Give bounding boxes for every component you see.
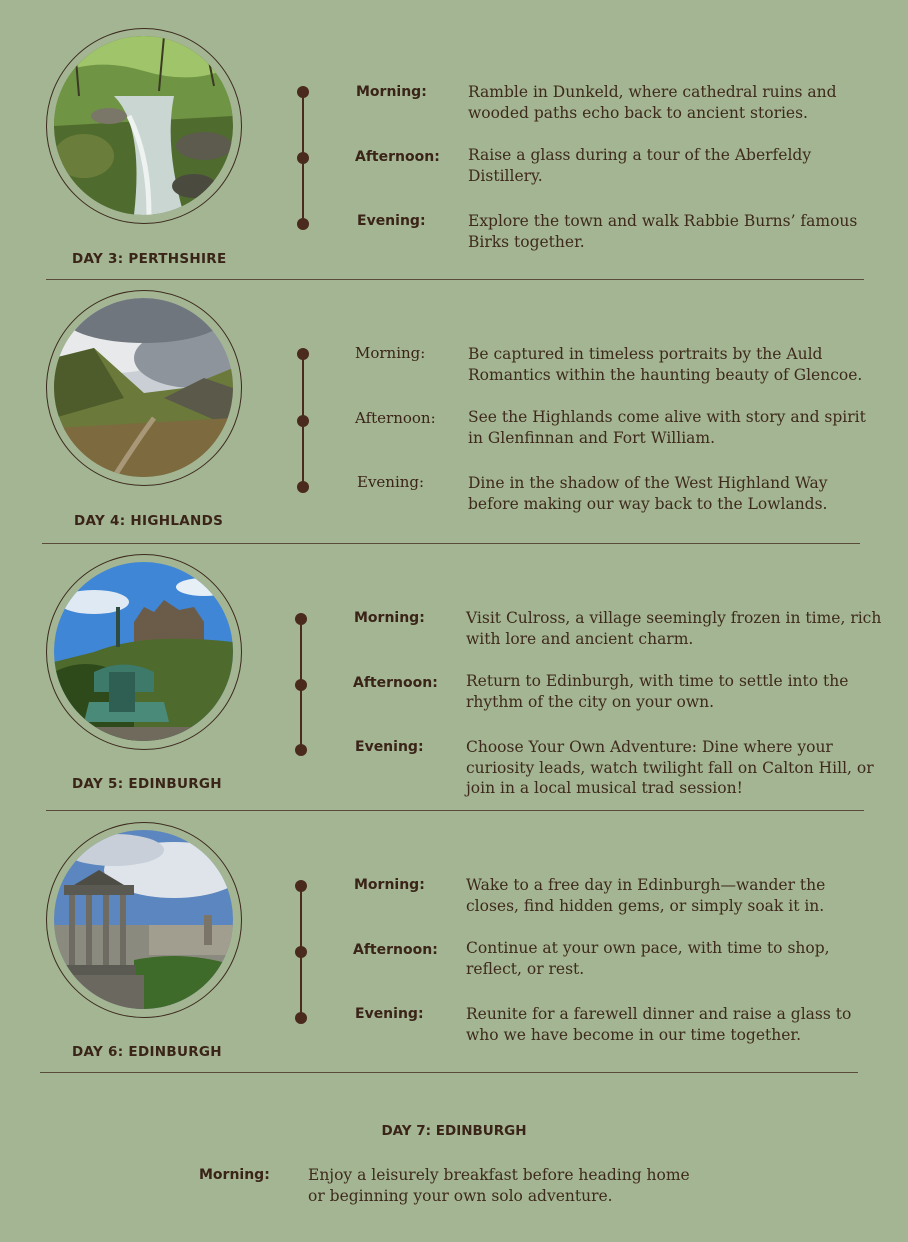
calton-hill-monument-photo <box>54 830 233 1009</box>
day-label: DAY 5: EDINBURGH <box>72 776 222 792</box>
evening-text: Choose Your Own Adventure: Dine where your curiosity leads, watch twilight fall on Calton Hill, or join in a local musical trad session! <box>466 738 874 797</box>
forest-stream-photo <box>54 36 233 215</box>
section-divider <box>42 543 860 544</box>
morning-text: Be captured in timeless portraits by the Auld Romantics within the haunting beauty of Glencoe. <box>468 345 863 384</box>
glencoe-valley-photo <box>54 298 233 477</box>
afternoon-label: Afternoon: <box>355 149 440 165</box>
day-label: DAY 6: EDINBURGH <box>72 1044 222 1060</box>
morning-label: Morning: <box>356 84 427 100</box>
photo-frame <box>46 28 242 224</box>
evening-text: Reunite for a farewell dinner and raise a glass to who we have become in our time together. <box>466 1005 852 1044</box>
morning-text: Wake to a free day in Edinburgh—wander the closes, find hidden gems, or simply soak it in. <box>466 876 826 915</box>
timeline-dot <box>295 880 307 892</box>
timeline-dot <box>295 613 307 625</box>
photo-frame <box>46 554 242 750</box>
timeline-dot <box>297 152 309 164</box>
afternoon-label: Afternoon: <box>353 942 438 958</box>
section-divider <box>46 279 864 280</box>
day-label: DAY 7: EDINBURGH <box>381 1123 527 1139</box>
morning-text: Visit Culross, a village seemingly frozen in time, rich with lore and ancient charm. <box>466 609 882 648</box>
afternoon-label: Afternoon: <box>355 409 436 427</box>
timeline-dot <box>295 744 307 756</box>
timeline-dot <box>295 679 307 691</box>
castle-fountain-photo <box>54 562 233 741</box>
afternoon-text: Continue at your own pace, with time to shop, reflect, or rest. <box>466 939 830 978</box>
timeline-dot <box>295 946 307 958</box>
afternoon-text: See the Highlands come alive with story and spirit in Glenfinnan and Fort William. <box>468 408 866 447</box>
morning-text: Enjoy a leisurely breakfast before heading home or beginning your own solo adventure. <box>308 1166 690 1205</box>
evening-text: Dine in the shadow of the West Highland Way before making our way back to the Lowlands. <box>468 474 828 513</box>
evening-label: Evening: <box>357 213 426 229</box>
timeline-dot <box>297 415 309 427</box>
section-divider <box>46 810 864 811</box>
timeline-dot <box>297 86 309 98</box>
photo-frame <box>46 290 242 486</box>
timeline-dot <box>295 1012 307 1024</box>
evening-label: Evening: <box>355 1006 424 1022</box>
afternoon-label: Afternoon: <box>353 675 438 691</box>
morning-text: Ramble in Dunkeld, where cathedral ruins and wooded paths echo back to ancient stories. <box>468 83 837 122</box>
timeline-dot <box>297 218 309 230</box>
afternoon-text: Raise a glass during a tour of the Aberfeldy Distillery. <box>468 146 812 185</box>
morning-label: Morning: <box>354 610 425 626</box>
morning-label: Morning: <box>354 877 425 893</box>
day-label: DAY 4: HIGHLANDS <box>74 513 224 529</box>
timeline-dot <box>297 348 309 360</box>
timeline-dot <box>297 481 309 493</box>
photo-frame <box>46 822 242 1018</box>
evening-text: Explore the town and walk Rabbie Burns’ famous Birks together. <box>468 212 858 251</box>
morning-label: Morning: <box>355 344 426 362</box>
evening-label: Evening: <box>355 739 424 755</box>
evening-label: Evening: <box>357 473 425 491</box>
morning-label: Morning: <box>199 1167 270 1183</box>
day-label: DAY 3: PERTHSHIRE <box>72 251 227 267</box>
section-divider <box>40 1072 858 1073</box>
afternoon-text: Return to Edinburgh, with time to settle into the rhythm of the city on your own. <box>466 672 849 711</box>
